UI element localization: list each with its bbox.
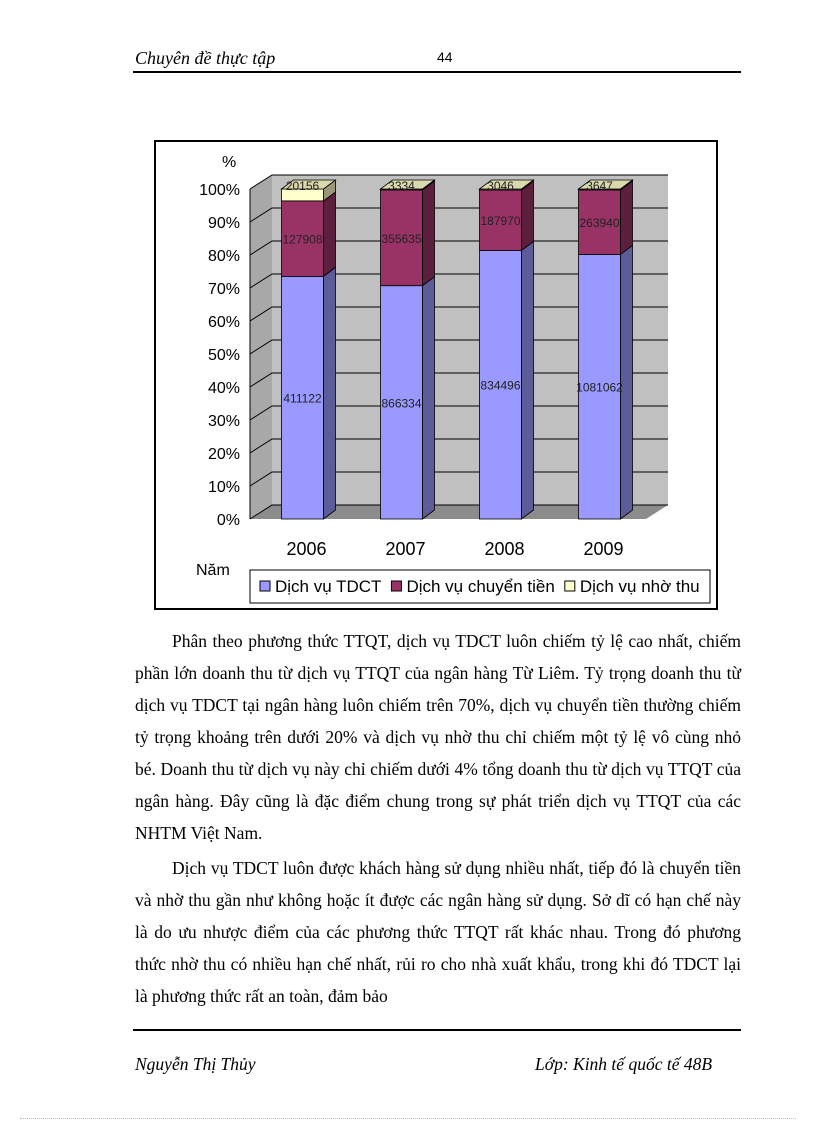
body-paragraph: Dịch vụ TDCT luôn được khách hàng sử dụng nhiều nhất, tiếp đó là chuyển tiền và nhờ thu gần như không hoặc ít được các ngân hàng sử dụng. Sở dĩ có hạn chế này là do ưu nhược điểm của các phương thức TTQT rất khác nhau. Trong đó phương thức nhờ thu có nhiều hạn chế nhất, rủi ro cho nhà xuất khẩu, trong khi đó TDCT lại là phương thức rất an toàn, đảm bảo — [135, 858, 741, 1006]
page-number: 44 — [437, 49, 453, 65]
data-label: 127908 — [282, 232, 323, 247]
bar-segment-side — [621, 181, 633, 255]
stacked-bar-chart — [156, 142, 716, 608]
legend-label: Dịch vụ chuyển tiền — [406, 577, 555, 596]
y-tick-label: 60% — [207, 314, 240, 331]
bar-segment-side — [423, 181, 435, 286]
y-unit-label: % — [222, 154, 237, 171]
y-tick-label: 30% — [207, 413, 240, 430]
y-tick-label: 100% — [199, 182, 240, 199]
y-tick-label: 10% — [207, 479, 240, 496]
x-tick-label: 2007 — [385, 539, 426, 559]
x-tick-label: 2006 — [286, 539, 327, 559]
legend-label: Dịch vụ nhờ thu — [579, 577, 700, 596]
data-label: 3334 — [388, 179, 415, 193]
bar-segment-side — [522, 181, 534, 250]
footer-class: Lớp: Kinh tế quốc tế 48B — [535, 1054, 713, 1074]
data-label: 187970 — [480, 214, 521, 229]
header-rule — [133, 71, 741, 73]
x-axis-label: Năm — [196, 562, 230, 579]
bar-segment-side — [522, 241, 534, 519]
y-tick-label: 90% — [207, 215, 240, 232]
body-text — [135, 625, 741, 1015]
y-tick-label: 20% — [207, 446, 240, 463]
data-label: 263940 — [579, 216, 620, 231]
bar-segment-side — [423, 277, 435, 519]
y-tick-label: 70% — [207, 281, 240, 298]
data-label: 20156 — [285, 179, 320, 193]
bar-segment-side — [324, 267, 336, 519]
chart-frame — [154, 140, 718, 610]
footer-author: Nguyễn Thị Thủy — [135, 1054, 256, 1074]
data-label: 1081062 — [576, 380, 623, 395]
data-label: 355635 — [381, 231, 422, 246]
body-paragraph: Phân theo phương thức TTQT, dịch vụ TDCT luôn chiếm tỷ lệ cao nhất, chiếm phần lớn doanh thu từ dịch vụ TTQT của ngân hàng Từ Liêm. Tỷ trọng doanh thu từ dịch vụ TDCT tại ngân hàng luôn chiếm trên 70%, dịch vụ chuyển tiền thường chiếm tỷ trọng khoảng trên dưới 20% và dịch vụ nhờ thu chỉ chiếm một tỷ lệ vô cùng nhỏ bé. Doanh thu từ dịch vụ này chỉ chiếm dưới 4% tổng doanh thu từ dịch vụ TTQT của ngân hàng. Đây cũng là đặc điểm chung trong sự phát triển dịch vụ TTQT của các NHTM Việt Nam. — [135, 631, 741, 843]
data-label: 834496 — [480, 378, 521, 393]
page-edge-line — [20, 1118, 796, 1119]
legend-label: Dịch vụ TDCT — [275, 577, 382, 596]
y-tick-label: 40% — [207, 380, 240, 397]
data-label: 3647 — [586, 179, 613, 193]
legend-swatch — [565, 581, 575, 591]
legend-swatch — [391, 581, 401, 591]
y-tick-label: 80% — [207, 248, 240, 265]
header-title: Chuyên đề thực tập — [135, 48, 276, 68]
y-tick-label: 0% — [216, 512, 240, 529]
y-tick-label: 50% — [207, 347, 240, 364]
bar-segment-side — [324, 192, 336, 276]
legend-swatch — [260, 581, 270, 591]
data-label: 411122 — [283, 391, 322, 406]
x-tick-label: 2009 — [583, 539, 624, 559]
data-label: 866334 — [381, 396, 422, 411]
data-label: 3046 — [487, 179, 514, 193]
footer-rule — [133, 1029, 741, 1031]
x-tick-label: 2008 — [484, 539, 525, 559]
